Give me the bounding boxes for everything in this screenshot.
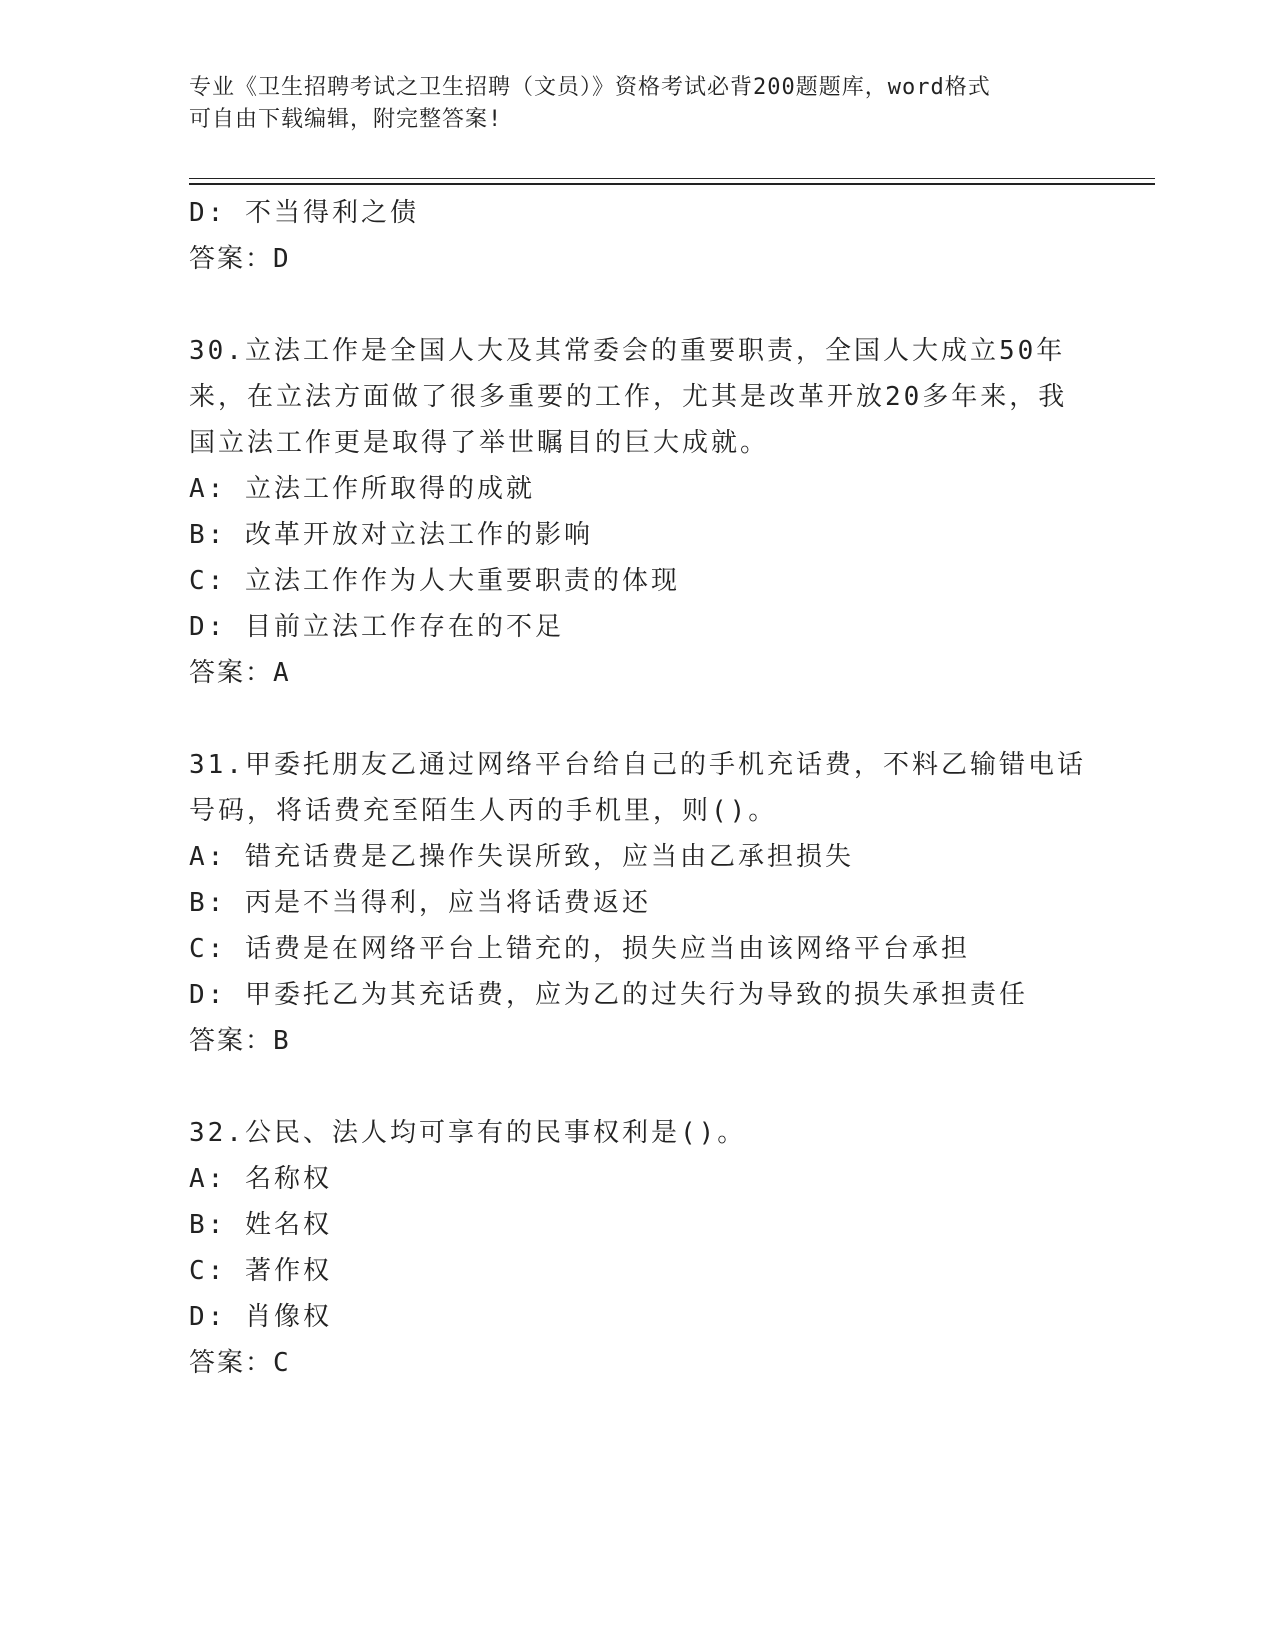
option-d: D: 肖像权 bbox=[189, 1302, 332, 1332]
option-d: D: 甲委托乙为其充话费，应为乙的过失行为导致的损失承担责任 bbox=[189, 980, 1028, 1010]
question-text-line: 30.立法工作是全国人大及其常委会的重要职责，全国人大成立50年 bbox=[189, 336, 1066, 366]
question-text-line: 32.公民、法人均可享有的民事权利是()。 bbox=[189, 1118, 747, 1148]
header-divider-thin bbox=[189, 178, 1155, 179]
answer-line: 答案：C bbox=[189, 1348, 291, 1378]
question-text-line: 国立法工作更是取得了举世瞩目的巨大成就。 bbox=[189, 428, 770, 458]
spacer bbox=[189, 1064, 1089, 1110]
option-a: A: 错充话费是乙操作失误所致，应当由乙承担损失 bbox=[189, 842, 854, 872]
option-c: C: 话费是在网络平台上错充的，损失应当由该网络平台承担 bbox=[189, 934, 970, 964]
option-a: A: 名称权 bbox=[189, 1164, 332, 1194]
header-line-2: 可自由下载编辑，附完整答案! bbox=[189, 107, 503, 132]
question-block-32 bbox=[189, 1110, 1089, 1386]
question-text-line: 31.甲委托朋友乙通过网络平台给自己的手机充话费，不料乙输错电话 bbox=[189, 750, 1086, 780]
question-block-31 bbox=[189, 742, 1089, 1064]
option-a: A: 立法工作所取得的成就 bbox=[189, 474, 535, 504]
answer-line: 答案：B bbox=[189, 1026, 291, 1056]
option-b: B: 姓名权 bbox=[189, 1210, 332, 1240]
page-header bbox=[189, 72, 1089, 136]
answer-line: 答案：D bbox=[189, 244, 291, 274]
option-d: D: 目前立法工作存在的不足 bbox=[189, 612, 564, 642]
spacer bbox=[189, 696, 1089, 742]
answer-line: 答案：A bbox=[189, 658, 291, 688]
header-divider-thick bbox=[189, 183, 1155, 185]
spacer bbox=[189, 282, 1089, 328]
question-list bbox=[189, 190, 1089, 1386]
option-b: B: 改革开放对立法工作的影响 bbox=[189, 520, 593, 550]
question-text-line: 来，在立法方面做了很多重要的工作，尤其是改革开放20多年来，我 bbox=[189, 382, 1068, 412]
header-line-1: 专业《卫生招聘考试之卫生招聘（文员）》资格考试必背200题题库，word格式 bbox=[189, 75, 991, 100]
option-d: D: 不当得利之债 bbox=[189, 198, 419, 228]
option-c: C: 立法工作作为人大重要职责的体现 bbox=[189, 566, 680, 596]
option-c: C: 著作权 bbox=[189, 1256, 332, 1286]
option-b: B: 丙是不当得利，应当将话费返还 bbox=[189, 888, 651, 918]
question-block-prev bbox=[189, 190, 1089, 282]
question-block-30 bbox=[189, 328, 1089, 696]
question-text-line: 号码，将话费充至陌生人丙的手机里，则()。 bbox=[189, 796, 778, 826]
